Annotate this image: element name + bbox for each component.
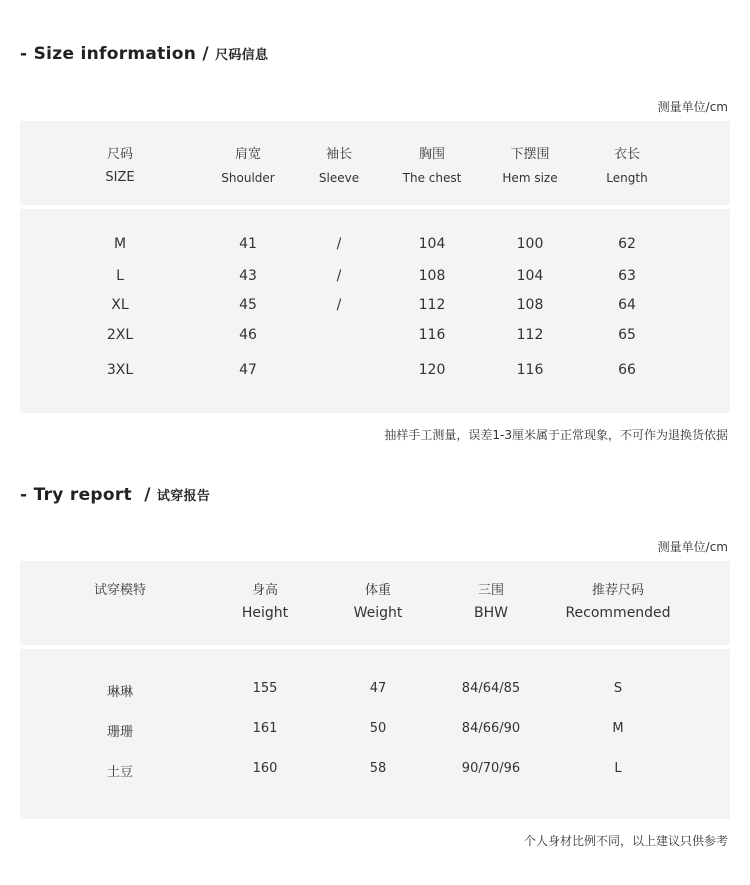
- try-header-zh: 体重: [364, 583, 392, 598]
- size-cell: 43: [239, 268, 257, 284]
- try-title-zh: 试穿报告: [156, 489, 211, 504]
- try-cell: 珊珊: [106, 725, 134, 740]
- size-cell: 64: [618, 297, 636, 313]
- try-cell: 84/64/85: [461, 681, 521, 696]
- size-header-zh: 衣长: [613, 147, 641, 162]
- try-cell: 50: [369, 721, 387, 736]
- size-cell: M: [113, 236, 127, 252]
- size-cell: 112: [516, 327, 544, 343]
- try-header-en: Weight: [353, 605, 403, 621]
- try-header-en: Recommended: [565, 605, 671, 621]
- try-cell: M: [612, 721, 624, 736]
- size-cell: 116: [516, 362, 544, 378]
- try-header-zh: 三围: [477, 583, 505, 598]
- try-cell: S: [613, 681, 623, 696]
- size-header-zh: 尺码: [106, 147, 134, 162]
- try-cell: 161: [252, 721, 278, 736]
- size-cell: /: [336, 297, 342, 313]
- try-cell: 155: [252, 681, 278, 696]
- size-cell: 104: [516, 268, 544, 284]
- try-unit-note: 测量单位/cm: [657, 540, 728, 554]
- size-cell: 41: [239, 236, 257, 252]
- try-header-zh: 试穿模特: [93, 583, 147, 598]
- size-cell: 108: [516, 297, 544, 313]
- size-cell: L: [116, 268, 124, 284]
- size-cell: XL: [111, 297, 129, 313]
- size-header-zh: 下摆围: [510, 147, 550, 162]
- size-header-en: Hem size: [502, 171, 558, 185]
- size-header-en: Shoulder: [221, 171, 275, 185]
- try-title-en: - Try report: [20, 485, 132, 505]
- size-cell: 112: [418, 297, 446, 313]
- try-title-sep: /: [144, 485, 151, 505]
- try-header-zh: 推荐尺码: [591, 583, 645, 598]
- size-cell: 65: [618, 327, 636, 343]
- size-title-sep: /: [202, 44, 209, 64]
- try-section-title: [20, 485, 210, 505]
- size-cell: 2XL: [106, 327, 134, 343]
- try-cell: 160: [252, 761, 278, 776]
- size-header-en: Length: [606, 171, 648, 185]
- try-cell: 土豆: [106, 765, 134, 780]
- try-cell: 47: [369, 681, 387, 696]
- size-title-zh: 尺码信息: [215, 48, 269, 63]
- size-footnote: 抽样手工测量，误差1-3厘米属于正常现象，不可作为退换货依据: [384, 428, 728, 442]
- size-cell: /: [336, 236, 342, 252]
- size-cell: 100: [516, 236, 544, 252]
- try-cell: L: [614, 761, 622, 776]
- try-header-zh: 身高: [251, 583, 279, 598]
- try-header-en: BHW: [474, 605, 508, 621]
- try-cell: 84/66/90: [461, 721, 521, 736]
- size-header-zh: 袖长: [325, 147, 353, 162]
- size-cell: 108: [418, 268, 446, 284]
- size-header-en: Sleeve: [318, 171, 360, 185]
- size-cell: 62: [618, 236, 636, 252]
- size-cell: 66: [618, 362, 636, 378]
- size-cell: 47: [239, 362, 257, 378]
- size-cell: 63: [618, 268, 636, 284]
- size-header-en: The chest: [402, 171, 462, 185]
- size-cell: 116: [418, 327, 446, 343]
- size-header-zh: 肩宽: [234, 147, 262, 162]
- try-footnote: 个人身材比例不同，以上建议只供参考: [523, 834, 728, 848]
- try-cell: 58: [369, 761, 387, 776]
- try-header-en: Height: [241, 605, 289, 621]
- size-cell: 104: [418, 236, 446, 252]
- size-cell: 120: [418, 362, 446, 378]
- size-cell: 46: [239, 327, 257, 343]
- size-header-en: SIZE: [105, 170, 135, 185]
- size-header-zh: 胸围: [418, 147, 446, 162]
- size-cell: 45: [239, 297, 257, 313]
- size-unit-note: 测量单位/cm: [657, 100, 728, 114]
- size-section-title: [20, 44, 268, 64]
- try-cell: 90/70/96: [461, 761, 521, 776]
- try-cell: 琳琳: [106, 685, 134, 700]
- size-title-en: - Size information: [20, 44, 197, 64]
- size-cell: /: [336, 268, 342, 284]
- size-cell: 3XL: [106, 362, 134, 378]
